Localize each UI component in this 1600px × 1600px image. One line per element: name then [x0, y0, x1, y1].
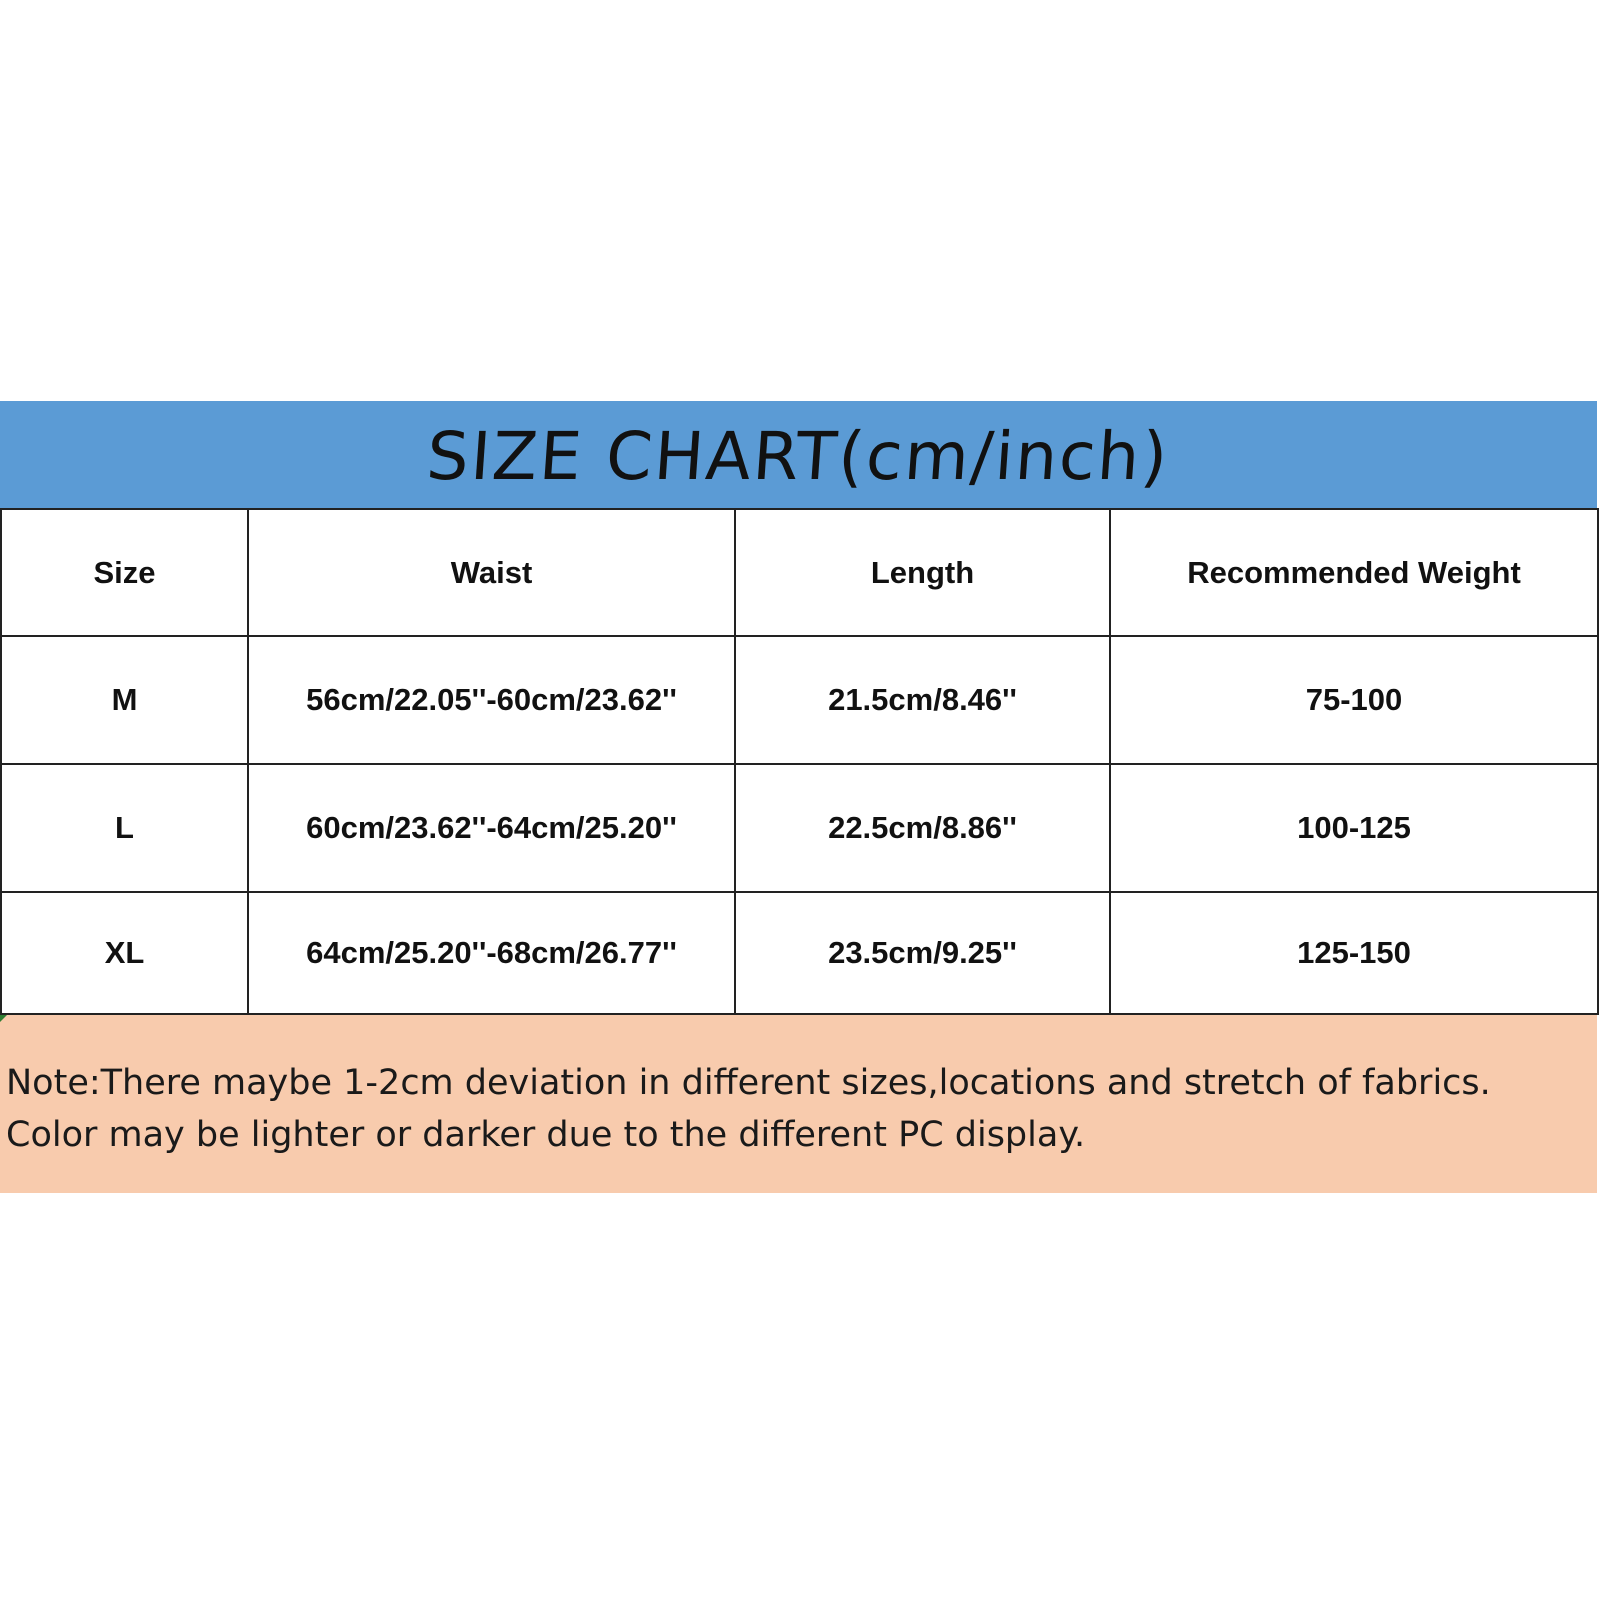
cell-waist: 56cm/22.05''-60cm/23.62''	[248, 636, 735, 764]
table-header-row	[1, 509, 1598, 636]
header-length: Length	[735, 509, 1110, 636]
size-chart	[0, 401, 1597, 1193]
note-box	[0, 1015, 1597, 1193]
note-line-2: Color may be lighter or darker due to the different PC display.	[6, 1115, 1086, 1155]
cell-waist: 60cm/23.62''-64cm/25.20''	[248, 764, 735, 892]
cell-size: L	[1, 764, 248, 892]
header-size: Size	[1, 509, 248, 636]
table-row	[1, 892, 1598, 1014]
cell-weight: 100-125	[1110, 764, 1598, 892]
cell-waist: 64cm/25.20''-68cm/26.77''	[248, 892, 735, 1014]
chart-title: SIZE CHART(cm/inch)	[424, 418, 1173, 495]
header-waist: Waist	[248, 509, 735, 636]
title-bar	[0, 401, 1597, 508]
cell-length: 23.5cm/9.25''	[735, 892, 1110, 1014]
table-row	[1, 764, 1598, 892]
cell-length: 21.5cm/8.46''	[735, 636, 1110, 764]
note-line-1: Note:There maybe 1-2cm deviation in different sizes,locations and stretch of fabrics.	[6, 1063, 1491, 1103]
size-table	[0, 508, 1599, 1015]
corner-marker	[0, 1015, 7, 1022]
cell-size: M	[1, 636, 248, 764]
cell-size: XL	[1, 892, 248, 1014]
header-recommended-weight: Recommended Weight	[1110, 509, 1598, 636]
cell-weight: 125-150	[1110, 892, 1598, 1014]
cell-weight: 75-100	[1110, 636, 1598, 764]
table-row	[1, 636, 1598, 764]
cell-length: 22.5cm/8.86''	[735, 764, 1110, 892]
